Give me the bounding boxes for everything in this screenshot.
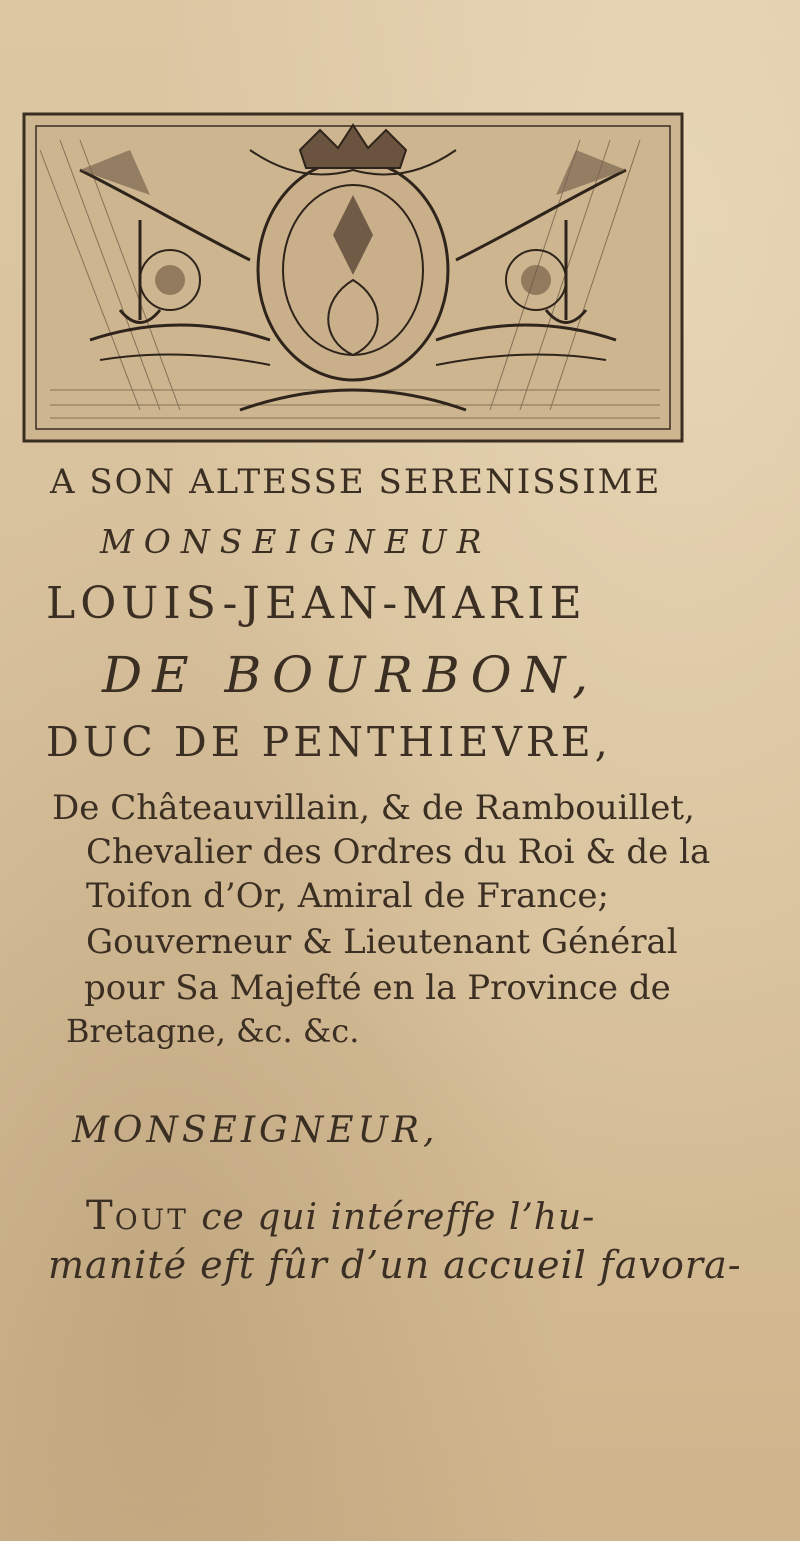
- titles-line: Toifon d’Or, Amiral de France;: [86, 876, 609, 916]
- letter-line: manité eft fûr d’un accueil favora-: [48, 1243, 742, 1287]
- dedication-line-monseigneur: MONSEIGNEUR: [100, 522, 492, 561]
- letter-line-text: ce qui intéreffe l’hu-: [201, 1197, 596, 1238]
- titles-line: pour Sa Majefté en la Province de: [84, 968, 671, 1008]
- titles-line: Chevalier des Ordres du Roi & de la: [86, 832, 711, 872]
- salutation: MONSEIGNEUR,: [72, 1110, 439, 1151]
- dedication-line-altesse: A SON ALTESSE SERENISSIME: [50, 462, 662, 502]
- drop-initial: T: [86, 1193, 115, 1239]
- dedication-line-title: DUC DE PENTHIEVRE,: [46, 718, 612, 766]
- titles-line: De Châteauvillain, & de Rambouillet,: [52, 788, 695, 828]
- letter-line: [86, 1193, 595, 1239]
- titles-line: Bretagne, &c. &c.: [66, 1012, 360, 1050]
- dedication-line-house: DE BOURBON,: [102, 646, 599, 704]
- dedication-line-name: LOUIS-JEAN-MARIE: [46, 578, 587, 629]
- engraved-headpiece-icon: [20, 110, 686, 445]
- titles-line: Gouverneur & Lieutenant Général: [86, 922, 678, 962]
- opening-word-rest: OUT: [114, 1203, 189, 1236]
